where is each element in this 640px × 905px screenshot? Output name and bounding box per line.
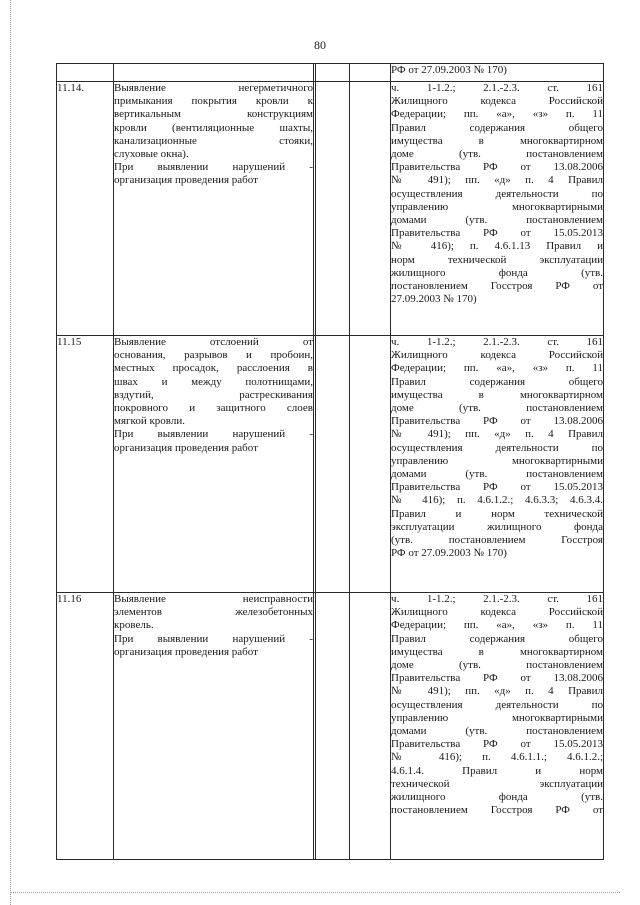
legal-basis-line: доме (утв. постановлением (391, 402, 603, 415)
legal-basis-line: № 416); п. 4.6.1.13 Правил и (391, 240, 603, 253)
legal-basis-cell (391, 64, 604, 82)
legal-basis-line: № 491); пп. «д» п. 4 Правил (391, 428, 603, 441)
legal-basis-cell (391, 593, 604, 860)
legal-basis-line: ч. 1-1.2.; 2.1.-2.3. ст. 161 (391, 82, 603, 94)
legal-basis-line: Правил содержания общего (391, 121, 603, 134)
legal-basis-line: (утв. постановлением Госстроя (391, 534, 603, 547)
legal-basis-line: № 491); пп. «д» п. 4 Правил (391, 685, 603, 698)
legal-basis-line: ч. 1-1.2.; 2.1.-2.3. ст. 161 (391, 593, 603, 605)
description-line: канализационные стояки, (114, 134, 313, 147)
legal-basis-line: домами (утв. постановлением (391, 214, 603, 227)
description-line: местных просадок, расслоения в (114, 362, 313, 375)
legal-basis-line: Правил и норм технической (391, 507, 603, 520)
legal-basis-line: доме (утв. постановлением (391, 659, 603, 672)
description-line: организация проведения работ (114, 645, 258, 658)
description-line: Выявление негерметичного (114, 82, 313, 94)
empty-cell-narrow-c (350, 64, 391, 82)
legal-basis-line: доме (утв. постановлением (391, 148, 603, 161)
item-number-cell: 11.14. (57, 82, 114, 336)
legal-basis-line: Правительства РФ от 15.05.2013 (391, 227, 603, 240)
legal-basis-line: Правил содержания общего (391, 375, 603, 388)
legal-basis-line: Федерации; пп. «а», «з» п. 11 (391, 619, 603, 632)
legal-basis-line: жилищного фонда (утв. (391, 791, 603, 804)
description-line: примыкания покрытия кровли к (114, 95, 313, 108)
requirements-table (56, 63, 604, 860)
description-line: мягкой кровли. (114, 415, 185, 428)
item-number-cell: 11.15 (57, 336, 114, 593)
legal-basis-line: управлению многоквартирными (391, 711, 603, 724)
description-line: организация проведения работ (114, 441, 258, 454)
legal-basis-line: имущества в многоквартирном (391, 134, 603, 147)
empty-cell-narrow-c (350, 593, 391, 860)
legal-basis-line: РФ от 27.09.2003 № 170) (391, 64, 507, 76)
legal-basis-line: домами (утв. постановлением (391, 725, 603, 738)
legal-basis-cell (391, 82, 604, 336)
empty-cell-narrow-b (316, 593, 350, 860)
description-line: Выявление отслоений от (114, 336, 313, 348)
legal-basis-line: технической эксплуатации (391, 777, 603, 790)
empty-cell-narrow-b (316, 64, 350, 82)
description-line: вертикальным конструкциям (114, 108, 313, 121)
empty-cell-narrow-b (316, 336, 350, 593)
description-line: элементов железобетонных (114, 606, 313, 619)
scan-bottom-edge (10, 892, 620, 893)
legal-basis-line: постановлением Госстроя РФ от (391, 280, 603, 293)
legal-basis-line: Жилищного кодекса Российской (391, 606, 603, 619)
legal-basis-line: управлению многоквартирными (391, 200, 603, 213)
description-line: организация проведения работ (114, 174, 258, 187)
legal-basis-line: осуществления деятельности по (391, 441, 603, 454)
legal-basis-line: Правительства РФ от 15.05.2013 (391, 738, 603, 751)
legal-basis-line: № 491); пп. «д» п. 4 Правил (391, 174, 603, 187)
legal-basis-line: имущества в многоквартирном (391, 645, 603, 658)
description-line: основания, разрывов и пробоин, (114, 349, 313, 362)
legal-basis-line: 4.6.1.4. Правил и норм (391, 764, 603, 777)
table-row (57, 64, 604, 82)
work-description-cell (114, 336, 314, 593)
legal-basis-line: имущества в многоквартирном (391, 388, 603, 401)
legal-basis-line: Жилищного кодекса Российской (391, 95, 603, 108)
description-line: При выявлении нарушений - (114, 632, 313, 645)
legal-basis-line: Жилищного кодекса Российской (391, 349, 603, 362)
description-line: Выявление неисправности (114, 593, 313, 605)
legal-basis-line: Правил содержания общего (391, 632, 603, 645)
legal-basis-cell (391, 336, 604, 593)
legal-basis-line: РФ от 27.09.2003 № 170) (391, 547, 507, 560)
item-number-cell: 11.16 (57, 593, 114, 860)
page-number: 80 (314, 38, 326, 52)
description-line: вздутий, растрескивания (114, 388, 313, 401)
work-description-cell (114, 64, 314, 82)
legal-basis-line: норм технической эксплуатации (391, 253, 603, 266)
legal-basis-line: Федерации; пп. «а», «з» п. 11 (391, 362, 603, 375)
description-line: кровли (вентиляционные шахты, (114, 121, 313, 134)
description-line: швах и между полотнищами, (114, 375, 313, 388)
legal-basis-line: Правительства РФ от 15.05.2013 (391, 481, 603, 494)
empty-cell-narrow-b (316, 82, 350, 336)
legal-basis-line: 27.09.2003 № 170) (391, 293, 477, 306)
legal-basis-line: осуществления деятельности по (391, 698, 603, 711)
legal-basis-line: Правительства РФ от 13.08.2006 (391, 672, 603, 685)
description-line: слуховые окна). (114, 148, 189, 161)
legal-basis-line: Федерации; пп. «а», «з» п. 11 (391, 108, 603, 121)
item-number-cell (57, 64, 114, 82)
legal-basis-line: ч. 1-1.2.; 2.1.-2.3. ст. 161 (391, 336, 603, 348)
legal-basis-line: управлению многоквартирными (391, 454, 603, 467)
legal-basis-line: жилищного фонда (утв. (391, 266, 603, 279)
work-description-cell (114, 593, 314, 860)
empty-cell-narrow-c (350, 82, 391, 336)
table-row (57, 82, 604, 336)
legal-basis-line: домами (утв. постановлением (391, 468, 603, 481)
legal-basis-line: осуществления деятельности по (391, 187, 603, 200)
description-line: кровель. (114, 619, 154, 632)
legal-basis-line: постановлением Госстроя РФ от (391, 804, 603, 817)
legal-basis-line: № 416); п. 4.6.1.1.; 4.6.1.2.; (391, 751, 603, 764)
legal-basis-line: Правительства РФ от 13.08.2006 (391, 161, 603, 174)
description-line: При выявлении нарушений - (114, 428, 313, 441)
scan-left-edge (10, 0, 11, 905)
description-line: покровного и защитного слоев (114, 402, 313, 415)
legal-basis-line: Правительства РФ от 13.08.2006 (391, 415, 603, 428)
table-row (57, 336, 604, 593)
table-row (57, 593, 604, 860)
legal-basis-line: эксплуатации жилищного фонда (391, 520, 603, 533)
empty-cell-narrow-c (350, 336, 391, 593)
description-line: При выявлении нарушений - (114, 161, 313, 174)
legal-basis-line: № 416); п. 4.6.1.2.; 4.6.3.3; 4.6.3.4. (391, 494, 603, 507)
work-description-cell (114, 82, 314, 336)
